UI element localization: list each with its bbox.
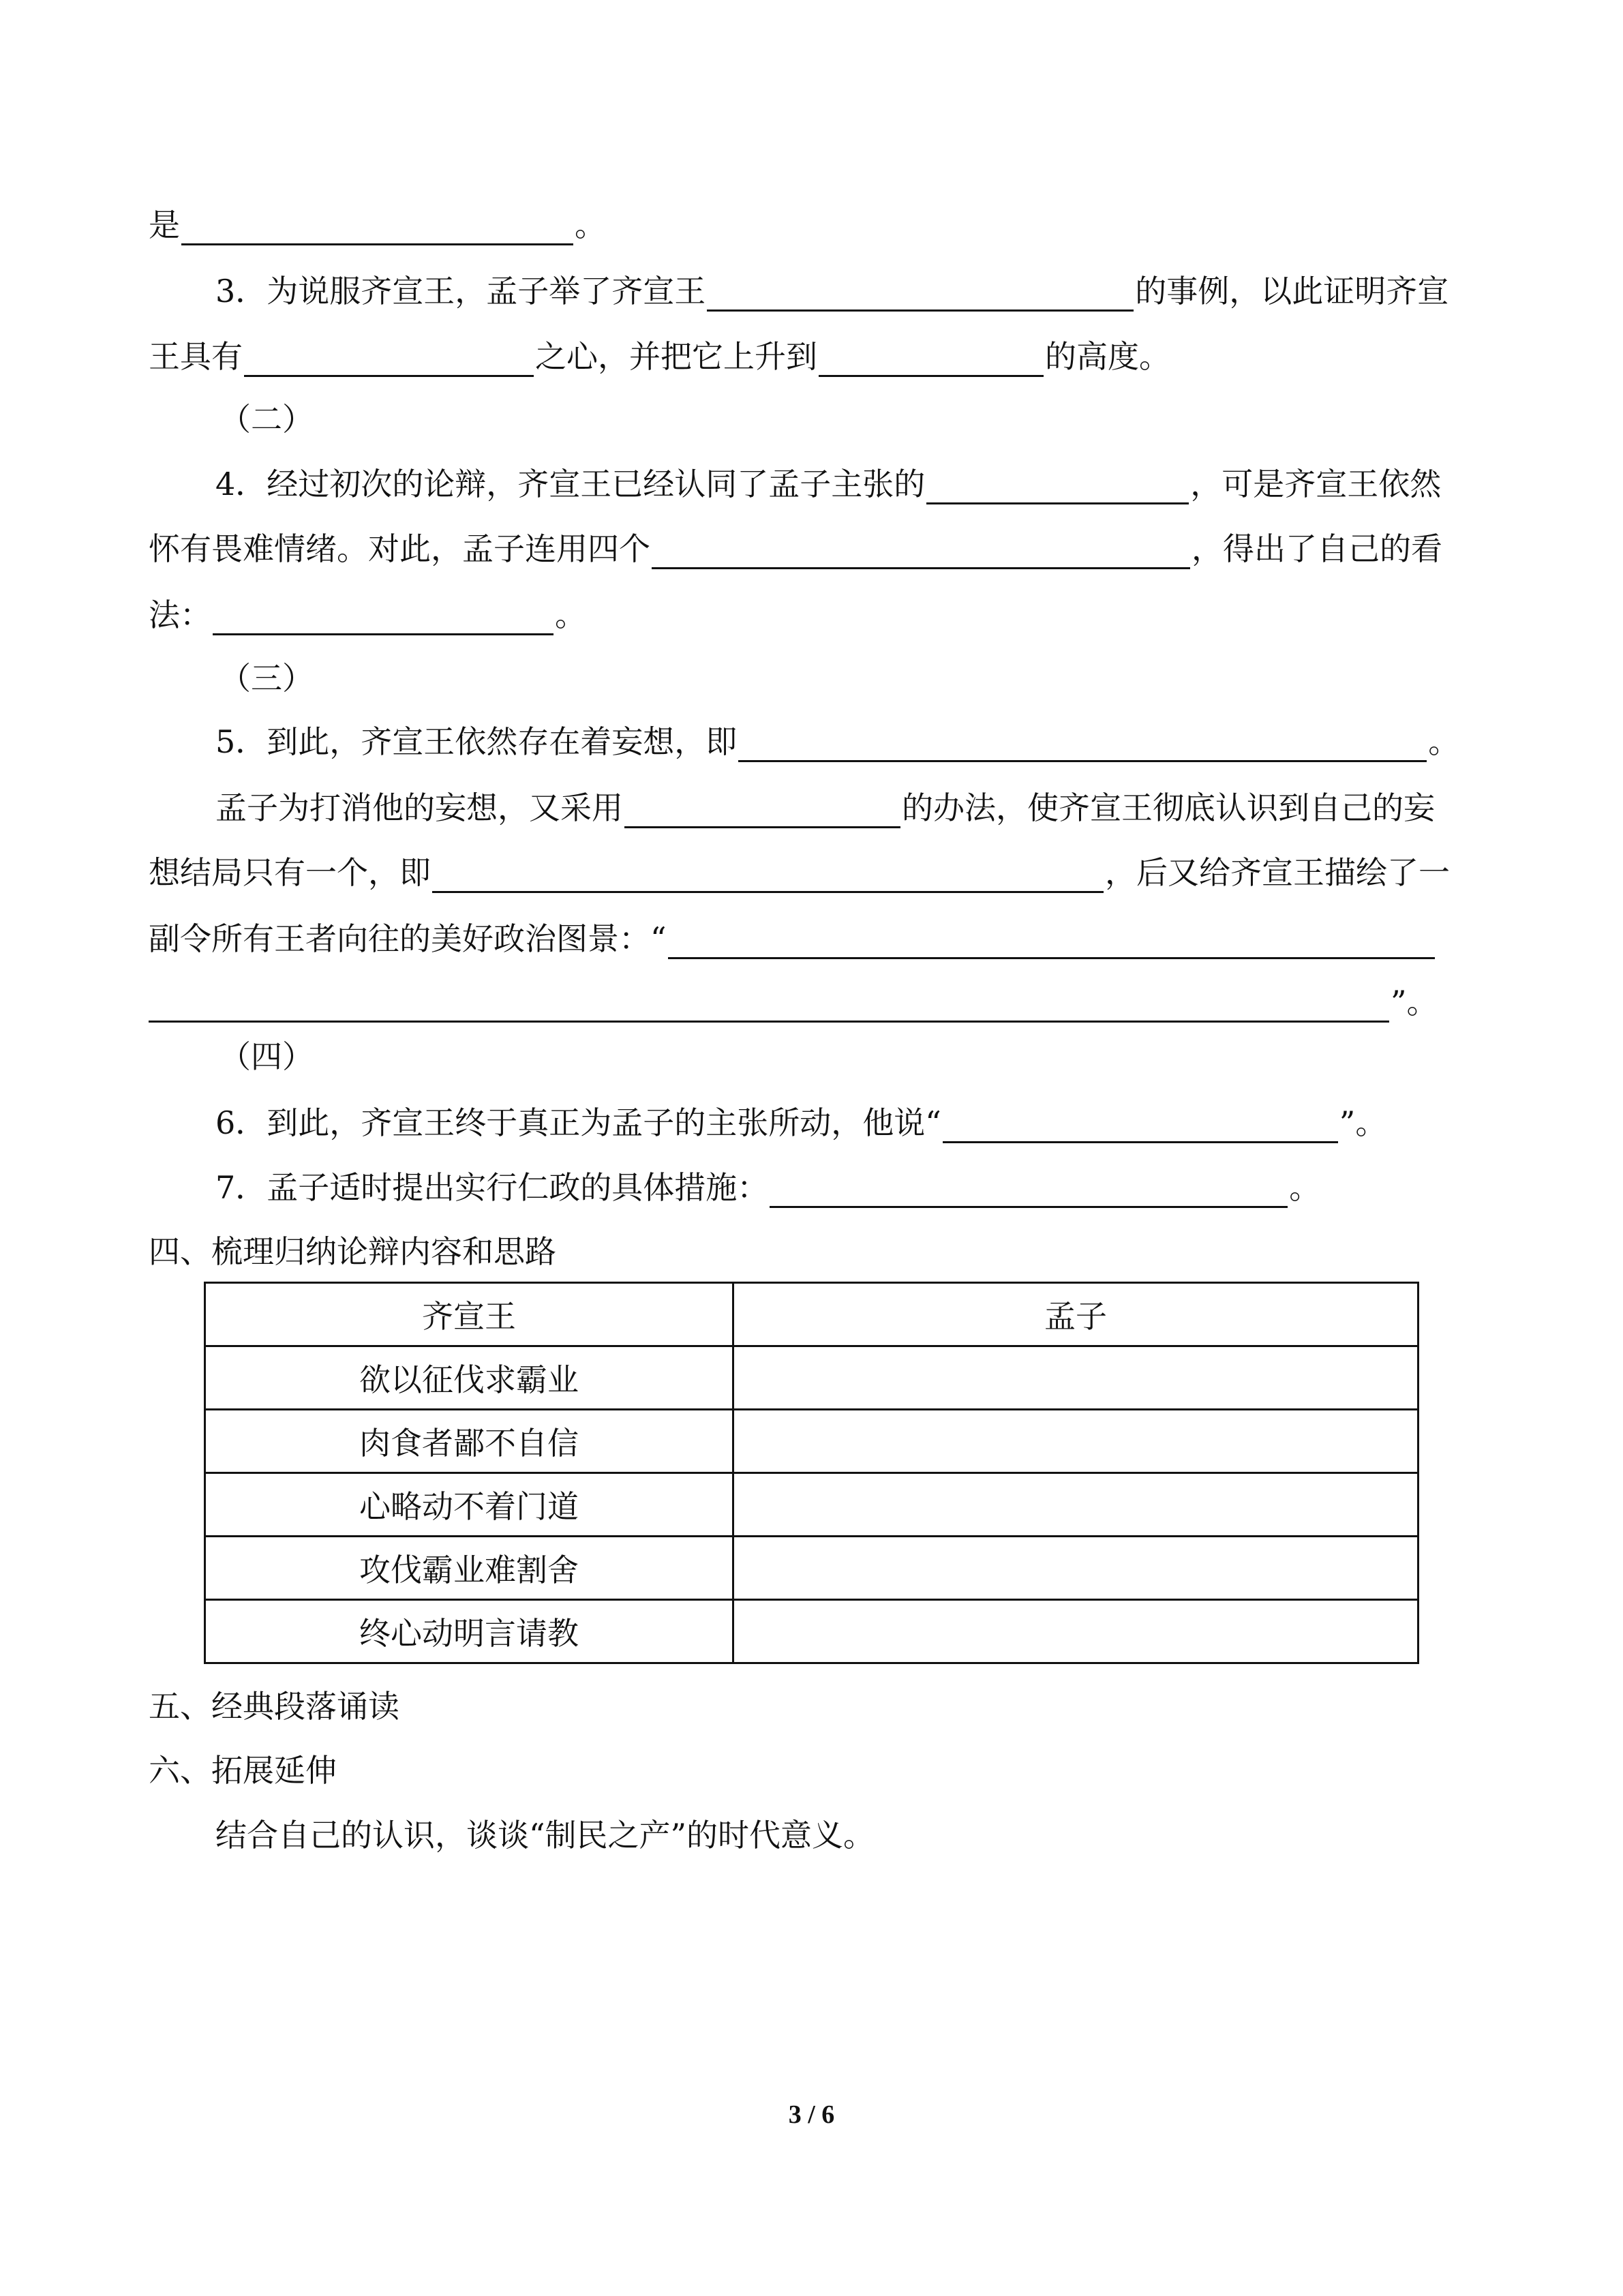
- table-row: [205, 1537, 1419, 1600]
- table-cell-mengzi-input[interactable]: [733, 1346, 1419, 1410]
- q5-text-2a: 孟子为打消他的妄想，又采用: [215, 789, 623, 826]
- q4-text-2b: ，得出了自己的看: [1192, 530, 1442, 567]
- section-4-label: [219, 1036, 314, 1077]
- q2-tail-line: [149, 205, 606, 245]
- part-5-heading-text: 五、经典段落诵读: [149, 1688, 399, 1725]
- q4-line-3: [149, 594, 586, 635]
- q6-text-a: 6．到此，齐宣王终于真正为孟子的主张所动，他说“: [215, 1104, 941, 1141]
- q4-line-2: [149, 528, 1442, 569]
- part-6-heading-text: 六、拓展延伸: [149, 1752, 337, 1789]
- section-3-text: （三）: [219, 660, 314, 697]
- q5-text-2b: 的办法，使齐宣王彻底认识到自己的妄: [902, 789, 1435, 826]
- q5-text-4a: 副令所有王者向往的美好政治图景：“: [149, 920, 667, 957]
- answer-blank[interactable]: [770, 1173, 1288, 1208]
- q2-tail-prefix: 是: [149, 207, 180, 243]
- q3-text-2b: 之心，并把它上升到: [535, 338, 817, 375]
- table-header-mengzi: 孟子: [733, 1283, 1419, 1346]
- answer-blank[interactable]: [432, 858, 1104, 893]
- q4-text-3a: 法：: [149, 596, 211, 633]
- q5-text-1a: 5．到此，齐宣王依然存在着妄想，即: [215, 723, 738, 760]
- q5-text-1b: 。: [1428, 723, 1460, 760]
- answer-blank[interactable]: [926, 470, 1189, 504]
- section-4-text: （四）: [219, 1038, 314, 1075]
- q5-line-4: [149, 918, 1435, 959]
- q7-line: [215, 1167, 1320, 1208]
- table-cell-mengzi-input[interactable]: [733, 1600, 1419, 1663]
- answer-blank[interactable]: [213, 601, 553, 635]
- table-cell-qixuanwang: 欲以征伐求霸业: [205, 1346, 733, 1410]
- table-row: [205, 1410, 1419, 1473]
- page-number: 3 / 6: [788, 2100, 835, 2129]
- q7-text-a: 7．孟子适时提出实行仁政的具体措施：: [215, 1169, 769, 1206]
- table-header-qixuanwang: 齐宣王: [205, 1283, 733, 1346]
- q3-text-2c: 的高度。: [1045, 338, 1170, 375]
- answer-blank[interactable]: [624, 794, 900, 828]
- q2-tail-end: 。: [575, 207, 606, 243]
- section-2-text: （二）: [219, 401, 314, 438]
- q6-line: [215, 1102, 1386, 1143]
- q3-text-1a: 3．为说服齐宣王，孟子举了齐宣王: [215, 273, 706, 309]
- answer-blank[interactable]: [738, 727, 1427, 762]
- table-cell-qixuanwang: 心略动不着门道: [205, 1473, 733, 1537]
- table-header-row: [205, 1283, 1419, 1346]
- table-cell-qixuanwang: 肉食者鄙不自信: [205, 1410, 733, 1473]
- table-cell-qixuanwang: 终心动明言请教: [205, 1600, 733, 1663]
- part-6-heading: [149, 1750, 337, 1791]
- q6-text-b: ”。: [1339, 1104, 1387, 1141]
- q4-line-1: [215, 464, 1441, 504]
- q5-line-3: [149, 852, 1450, 893]
- answer-blank[interactable]: [707, 277, 1134, 312]
- answer-blank[interactable]: [943, 1108, 1338, 1143]
- table-cell-qixuanwang: 攻伐霸业难割舍: [205, 1537, 733, 1600]
- q4-text-1a: 4．经过初次的论辩，齐宣王已经认同了孟子主张的: [215, 466, 926, 502]
- answer-blank[interactable]: [149, 988, 1389, 1023]
- q3-text-2a: 王具有: [149, 338, 243, 375]
- summary-table: [204, 1282, 1419, 1664]
- q5-line-2: [215, 787, 1435, 828]
- q5-text-5b: ”。: [1391, 984, 1438, 1021]
- table-cell-mengzi-input[interactable]: [733, 1410, 1419, 1473]
- table-row: [205, 1346, 1419, 1410]
- q4-text-1b: ，可是齐宣王依然: [1190, 466, 1442, 502]
- table-row: [205, 1473, 1419, 1537]
- part-6-prompt: [215, 1815, 875, 1856]
- answer-blank[interactable]: [819, 342, 1044, 377]
- q5-text-3a: 想结局只有一个，即: [149, 854, 431, 891]
- q4-text-3b: 。: [555, 596, 586, 633]
- answer-blank[interactable]: [668, 924, 1435, 959]
- answer-blank[interactable]: [181, 211, 573, 245]
- q5-line-5: [149, 982, 1438, 1023]
- section-2-label: [219, 399, 314, 440]
- q3-line-2: [149, 336, 1170, 377]
- q3-line-1: [215, 271, 1448, 312]
- table-row: [205, 1600, 1419, 1663]
- part-4-heading-text: 四、梳理归纳论辩内容和思路: [149, 1233, 556, 1270]
- q4-text-2a: 怀有畏难情绪。对此，孟子连用四个: [149, 530, 650, 567]
- answer-blank[interactable]: [244, 342, 534, 377]
- part-4-heading: [149, 1231, 556, 1272]
- part-6-prompt-text: 结合自己的认识，谈谈“制民之产”的时代意义。: [215, 1817, 875, 1854]
- section-3-label: [219, 658, 314, 699]
- part-5-heading: [149, 1686, 399, 1727]
- q7-text-b: 。: [1289, 1169, 1321, 1206]
- q3-text-1b: 的事例，以此证明齐宣: [1135, 273, 1449, 309]
- q5-text-3b: ，后又给齐宣王描绘了一: [1105, 854, 1450, 891]
- answer-blank[interactable]: [652, 534, 1190, 569]
- table-cell-mengzi-input[interactable]: [733, 1537, 1419, 1600]
- table-cell-mengzi-input[interactable]: [733, 1473, 1419, 1537]
- q5-line-1: [215, 721, 1459, 762]
